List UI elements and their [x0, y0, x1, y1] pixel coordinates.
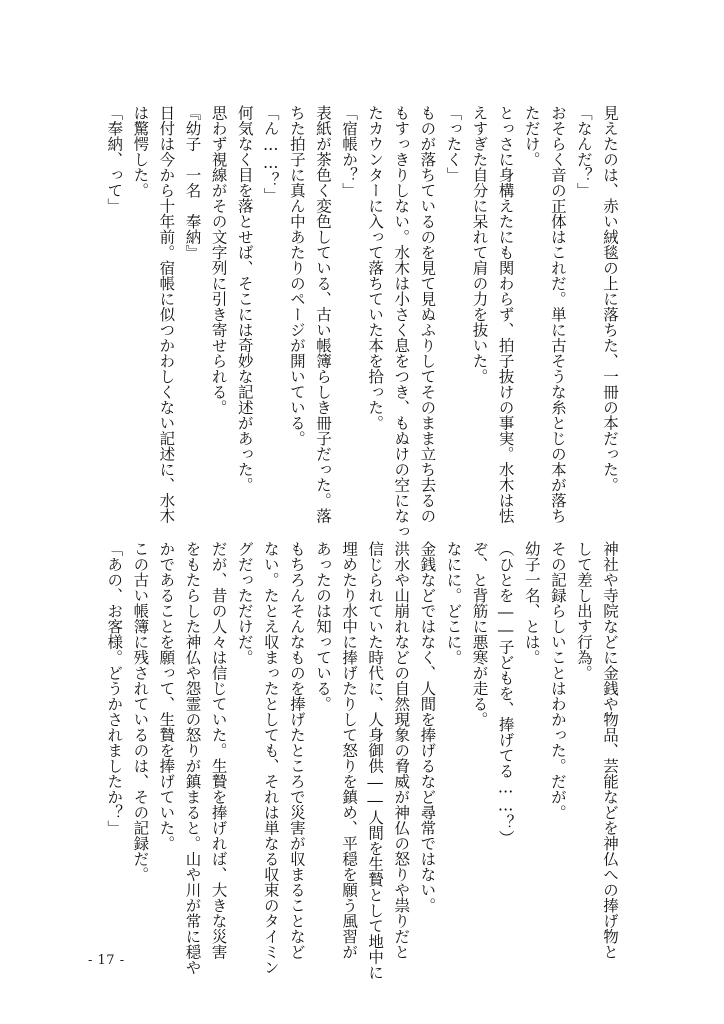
text-line: して差し出す行為。 — [574, 541, 593, 681]
text-line: グだっただけだ。 — [235, 541, 254, 665]
text-line: 信じられていた時代に、人身御供――人間を生贄として地中に — [366, 541, 385, 980]
text-line: 「ったく」 — [444, 105, 463, 183]
text-line: をもたらした神仏や怨霊の怒りが鎮まると。山や川が常に穏や — [183, 541, 202, 975]
text-line: 幼子一名、とは。 — [522, 541, 541, 665]
text-line: あったのは知っている。 — [313, 541, 332, 712]
text-line: ものが落ちているのを見て見ぬふりしてそのまま立ち去るの — [418, 105, 437, 524]
text-line: 「ん……？」 — [261, 105, 280, 203]
text-line: 神社や寺院などに金銭や物品、芸能などを神仏への捧げ物と — [601, 541, 619, 960]
upper-text-block — [95, 105, 623, 539]
page-number: - 17 - — [88, 953, 125, 968]
text-line: ない。たとえ収まったとしても、それは単なる収束のタイミン — [261, 541, 280, 975]
text-line: （ひとを――子どもを、捧げてる……？） — [496, 541, 515, 846]
text-line: 「なんだ？」 — [574, 105, 593, 198]
text-line: この古い帳簿に残されているのは、その記録だ。 — [131, 541, 150, 882]
text-line: もすっきりしない。水木は小さく息をつき、もぬけの空になっ — [392, 105, 411, 539]
text-line: えすぎた自分に呆れて肩の力を抜いた。 — [470, 105, 489, 384]
text-line: 洪水や山崩れなどの自然現象の脅威が神仏の怒りや祟りだと — [392, 541, 411, 960]
text-line: 思わず視線がその文字列に引き寄せられる。 — [209, 105, 228, 415]
text-line: なにに。どこに。 — [444, 541, 463, 665]
text-line: 日付は今から十年前。宿帳に似つかわしくない記述に、水木 — [157, 105, 176, 524]
text-line: は驚愕した。 — [131, 105, 150, 198]
text-line: とっさに身構えたにも関わらず、拍子抜けの事実。水木は怯 — [496, 105, 515, 524]
text-line: おそらく音の正体はこれだ。単に古そうな糸とじの本が落ち — [548, 105, 567, 524]
text-line: たカウンターに入って落ちていた本を拾った。 — [366, 105, 385, 431]
text-line: 「奉納、って」 — [105, 105, 124, 214]
text-line: 何気なく目を落とせば、そこには奇妙な記述があった。 — [235, 105, 254, 493]
text-line: もちろんそんなものを捧げたところで災害が収まることなど — [287, 541, 306, 960]
text-line: 表紙が茶色く変色している、古い帳簿らしき冊子だった。落 — [313, 105, 332, 524]
text-line: 「宿帳か？」 — [340, 105, 359, 198]
text-line: 金銭などではなく、人間を捧げるなど尋常ではない。 — [418, 541, 437, 913]
text-line: 「あの、お客様。どうかされましたか？」 — [105, 541, 124, 836]
text-line: 見えたのは、赤い絨毯の上に落ちた、一冊の本だった。 — [601, 105, 619, 493]
text-line: ちた拍子に真ん中あたりのページが開いている。 — [287, 105, 306, 446]
text-line: 『幼子 一名 奉納』 — [183, 105, 202, 260]
text-line: かであることを願って、生贄を捧げていた。 — [157, 541, 176, 851]
text-line: 埋めたり水中に捧げたりして怒りを鎮め、平穏を願う風習が — [340, 541, 359, 960]
text-line: その記録らしいことはわかった。だが。 — [548, 541, 567, 820]
text-line: だが、昔の人々は信じていた。生贄を捧げれば、大きな災害 — [209, 541, 228, 960]
text-line: ぞ、と背筋に悪寒が走る。 — [470, 541, 489, 727]
text-line: ただけ。 — [522, 105, 541, 167]
